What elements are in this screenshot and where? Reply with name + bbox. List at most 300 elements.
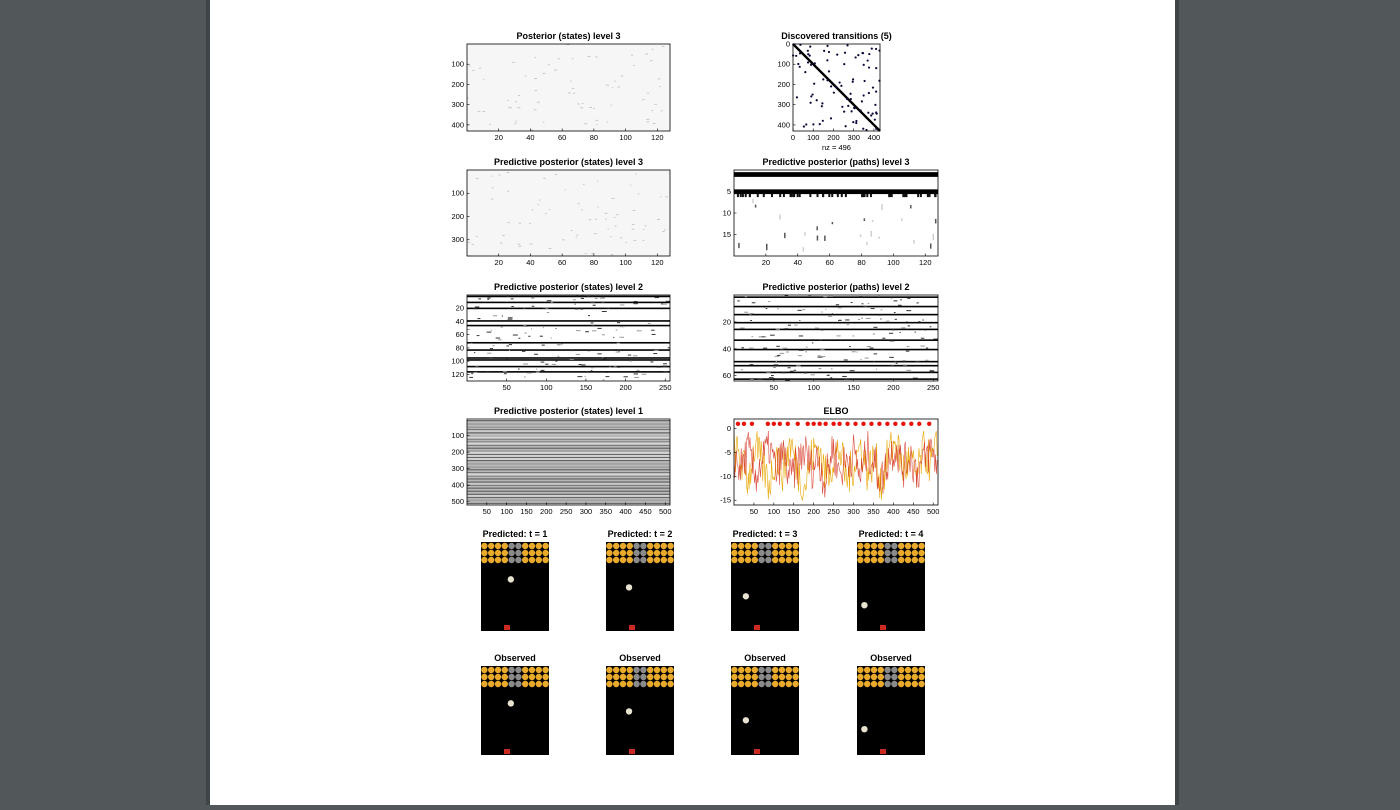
cell bbox=[878, 315, 882, 316]
brick bbox=[731, 557, 737, 563]
x-tick-label: 100 bbox=[806, 133, 820, 142]
transition-point bbox=[799, 52, 801, 54]
brick bbox=[857, 674, 863, 680]
x-tick-label: 300 bbox=[579, 507, 593, 516]
cell bbox=[922, 320, 923, 321]
cell bbox=[741, 347, 744, 348]
cell bbox=[492, 176, 493, 177]
cell bbox=[620, 304, 624, 305]
cell bbox=[603, 297, 605, 298]
brick bbox=[871, 667, 877, 673]
brick bbox=[667, 543, 673, 549]
x-tick-label: 250 bbox=[559, 507, 573, 516]
x-tick-label: 250 bbox=[926, 383, 940, 392]
paddle bbox=[504, 625, 510, 630]
cell bbox=[790, 194, 792, 197]
game-frame bbox=[857, 653, 925, 755]
brick bbox=[905, 681, 911, 687]
brick bbox=[542, 681, 548, 687]
x-tick-label: 100 bbox=[619, 133, 632, 142]
cell bbox=[784, 233, 786, 238]
brick bbox=[891, 543, 897, 549]
cell bbox=[587, 350, 590, 351]
cell bbox=[537, 102, 540, 103]
heatmap-cells bbox=[467, 44, 670, 131]
cell bbox=[652, 334, 656, 335]
transition-point bbox=[852, 81, 854, 83]
x-tick-label: 400 bbox=[619, 507, 632, 516]
heatmap-background bbox=[734, 295, 938, 381]
brick bbox=[891, 667, 897, 673]
cell bbox=[612, 87, 613, 88]
cell bbox=[861, 318, 863, 319]
cell bbox=[511, 298, 514, 299]
cell bbox=[518, 244, 521, 245]
cell bbox=[861, 194, 863, 197]
cell bbox=[786, 352, 789, 353]
y-tick-label: 10 bbox=[722, 208, 731, 218]
cell bbox=[817, 236, 819, 241]
cell bbox=[478, 111, 481, 112]
row-line bbox=[467, 478, 670, 479]
elbo-marker bbox=[861, 422, 865, 426]
cell bbox=[581, 364, 585, 365]
cell bbox=[751, 336, 753, 337]
cell bbox=[523, 325, 526, 326]
cell bbox=[891, 298, 892, 299]
transition-point bbox=[863, 80, 865, 82]
brick bbox=[627, 674, 633, 680]
cell bbox=[634, 373, 638, 374]
cell bbox=[491, 199, 493, 200]
cell bbox=[602, 311, 607, 312]
cell bbox=[776, 361, 777, 362]
brick bbox=[758, 543, 764, 549]
cell bbox=[596, 124, 597, 125]
cell bbox=[817, 194, 819, 197]
cell bbox=[822, 330, 824, 331]
row-line bbox=[467, 451, 670, 452]
frame-title: Predicted: t = 1 bbox=[482, 529, 548, 539]
cell bbox=[549, 248, 552, 249]
cell bbox=[474, 352, 475, 353]
x-tick-label: 40 bbox=[526, 258, 535, 267]
brick bbox=[515, 550, 521, 556]
transition-point bbox=[872, 113, 874, 115]
cell bbox=[607, 229, 608, 230]
row-line bbox=[467, 482, 670, 483]
brick bbox=[627, 681, 633, 687]
cell bbox=[783, 194, 785, 197]
cell bbox=[588, 315, 590, 316]
cell bbox=[654, 350, 658, 351]
cell bbox=[864, 305, 868, 306]
cell bbox=[780, 349, 784, 350]
cell bbox=[811, 374, 815, 375]
row-line bbox=[467, 462, 670, 463]
cell bbox=[475, 306, 479, 307]
paddle bbox=[754, 625, 760, 630]
cell bbox=[872, 220, 874, 222]
dark-row bbox=[467, 320, 670, 322]
cell bbox=[933, 234, 935, 240]
brick bbox=[765, 681, 771, 687]
brick bbox=[891, 557, 897, 563]
row-line bbox=[467, 499, 670, 500]
brick bbox=[522, 557, 528, 563]
cell bbox=[609, 367, 611, 368]
cell bbox=[510, 107, 512, 108]
x-tick-label: 50 bbox=[769, 383, 779, 392]
frame-title: Predicted: t = 2 bbox=[607, 529, 673, 539]
frame-title: Observed bbox=[870, 653, 912, 663]
brick bbox=[884, 674, 890, 680]
brick bbox=[515, 674, 521, 680]
cell bbox=[757, 194, 759, 197]
brick bbox=[536, 550, 542, 556]
cell bbox=[543, 178, 545, 179]
cell bbox=[643, 240, 645, 241]
x-tick-label: 0 bbox=[790, 133, 796, 142]
brick bbox=[905, 667, 911, 673]
brick bbox=[613, 681, 619, 687]
transition-point bbox=[852, 121, 854, 123]
cell bbox=[832, 222, 834, 224]
row-line bbox=[467, 469, 670, 470]
dark-row bbox=[467, 308, 670, 310]
row-line bbox=[467, 488, 670, 489]
cell bbox=[543, 73, 546, 74]
cell bbox=[797, 310, 801, 311]
cell bbox=[896, 363, 898, 364]
brick bbox=[627, 557, 633, 563]
cell bbox=[607, 122, 608, 123]
cell bbox=[771, 375, 774, 376]
brick bbox=[731, 667, 737, 673]
cell bbox=[823, 296, 827, 297]
transition-point bbox=[875, 67, 877, 69]
y-tick-label: 40 bbox=[722, 344, 731, 354]
y-tick-label: 120 bbox=[451, 369, 464, 379]
transition-point bbox=[828, 70, 830, 72]
ball bbox=[743, 717, 749, 723]
y-tick-label: 40 bbox=[455, 316, 464, 326]
cell bbox=[590, 302, 595, 303]
brick bbox=[495, 674, 501, 680]
cell bbox=[665, 196, 668, 197]
brick bbox=[918, 557, 924, 563]
cell bbox=[784, 328, 788, 329]
cell bbox=[582, 103, 584, 104]
cell bbox=[555, 361, 557, 362]
cell bbox=[530, 130, 533, 131]
transition-point bbox=[867, 112, 869, 114]
cell bbox=[769, 377, 774, 378]
heatmap-background bbox=[467, 44, 670, 131]
cell bbox=[541, 370, 545, 371]
panel-title: Predictive posterior (paths) level 3 bbox=[762, 157, 910, 167]
cell bbox=[894, 312, 896, 313]
brick bbox=[661, 557, 667, 563]
cell bbox=[594, 233, 597, 234]
cell bbox=[519, 223, 521, 224]
cell bbox=[585, 376, 586, 377]
cell bbox=[638, 194, 640, 195]
cell bbox=[844, 379, 849, 380]
brick bbox=[898, 543, 904, 549]
brick bbox=[912, 550, 918, 556]
heatmap-background bbox=[467, 170, 670, 256]
cell bbox=[565, 190, 566, 191]
brick bbox=[738, 557, 744, 563]
transition-point bbox=[823, 50, 825, 52]
cell bbox=[614, 366, 617, 367]
brick bbox=[508, 557, 514, 563]
cell bbox=[476, 236, 478, 237]
cell bbox=[492, 187, 494, 188]
cell bbox=[804, 232, 806, 236]
cell bbox=[799, 335, 803, 336]
panel-p2 bbox=[777, 31, 891, 152]
cell bbox=[737, 300, 740, 301]
cell bbox=[755, 205, 757, 208]
dark-row bbox=[467, 302, 670, 304]
transition-point bbox=[803, 125, 805, 127]
brick bbox=[661, 674, 667, 680]
brick bbox=[772, 667, 778, 673]
cell bbox=[551, 302, 553, 303]
cell bbox=[593, 305, 596, 306]
row-line bbox=[467, 420, 670, 421]
cell bbox=[634, 301, 638, 302]
brick bbox=[647, 667, 653, 673]
cell bbox=[776, 329, 780, 330]
cell bbox=[469, 377, 473, 378]
cell bbox=[642, 99, 644, 100]
x-tick-label: 60 bbox=[557, 133, 567, 142]
row-line bbox=[467, 493, 670, 494]
brick bbox=[647, 557, 653, 563]
transition-point bbox=[855, 122, 857, 124]
cell bbox=[507, 191, 509, 192]
brick bbox=[779, 543, 785, 549]
brick bbox=[758, 557, 764, 563]
cell bbox=[891, 194, 893, 197]
paddle bbox=[754, 749, 760, 754]
brick bbox=[542, 543, 548, 549]
cell bbox=[602, 357, 603, 358]
cell bbox=[623, 326, 626, 327]
brick bbox=[606, 550, 612, 556]
brick bbox=[647, 550, 653, 556]
brick bbox=[779, 550, 785, 556]
cell bbox=[508, 107, 510, 108]
cell bbox=[862, 303, 864, 304]
elbo-marker bbox=[885, 422, 889, 426]
elbo-marker bbox=[831, 422, 835, 426]
cell bbox=[558, 58, 561, 59]
cell bbox=[794, 325, 797, 326]
cell bbox=[605, 213, 608, 214]
brick bbox=[529, 543, 535, 549]
row-line bbox=[467, 473, 670, 474]
cell bbox=[605, 219, 607, 220]
row-line bbox=[467, 456, 670, 457]
cell bbox=[589, 107, 592, 108]
transition-point bbox=[845, 125, 847, 127]
row-line bbox=[467, 448, 670, 449]
y-tick-label: -5 bbox=[724, 447, 731, 457]
brick bbox=[745, 681, 751, 687]
cell bbox=[475, 366, 478, 367]
y-tick-label: 100 bbox=[777, 59, 790, 69]
cell bbox=[489, 357, 493, 358]
cell bbox=[547, 312, 549, 313]
x-tick-label: 20 bbox=[494, 258, 503, 267]
cell bbox=[668, 347, 671, 348]
row-line bbox=[467, 435, 670, 436]
brick bbox=[542, 550, 548, 556]
cell bbox=[597, 328, 601, 329]
row-line bbox=[467, 496, 670, 497]
brick bbox=[481, 557, 487, 563]
cell bbox=[614, 81, 616, 82]
brick bbox=[633, 667, 639, 673]
row-line bbox=[467, 490, 670, 491]
frame-title: Observed bbox=[744, 653, 786, 663]
cell bbox=[533, 297, 535, 298]
brick bbox=[488, 674, 494, 680]
transition-point bbox=[860, 109, 862, 111]
row-line bbox=[467, 433, 670, 434]
cell bbox=[889, 357, 894, 358]
cell bbox=[871, 308, 875, 309]
cell bbox=[870, 348, 874, 349]
paddle bbox=[629, 749, 635, 754]
cell bbox=[816, 226, 818, 230]
cell bbox=[792, 194, 794, 197]
ball bbox=[626, 584, 632, 590]
panel-title: ELBO bbox=[823, 406, 849, 416]
cell bbox=[866, 194, 868, 197]
cell bbox=[629, 361, 632, 362]
brick bbox=[481, 667, 487, 673]
brick bbox=[522, 667, 528, 673]
cell bbox=[902, 361, 905, 362]
elbo-marker bbox=[811, 422, 815, 426]
cell bbox=[523, 363, 528, 364]
transition-point bbox=[819, 123, 821, 125]
cell bbox=[749, 314, 751, 315]
dark-row bbox=[734, 296, 938, 298]
cell bbox=[740, 194, 742, 197]
cell bbox=[525, 333, 527, 334]
row-line bbox=[467, 491, 670, 492]
cell bbox=[603, 379, 605, 380]
brick bbox=[647, 543, 653, 549]
brick bbox=[508, 674, 514, 680]
cell bbox=[517, 107, 520, 108]
cell bbox=[768, 301, 770, 302]
brick bbox=[884, 557, 890, 563]
cell bbox=[490, 348, 493, 349]
cell bbox=[842, 376, 847, 377]
cell bbox=[467, 242, 470, 243]
cell bbox=[653, 123, 656, 124]
brick bbox=[488, 550, 494, 556]
x-tick-label: 150 bbox=[847, 383, 860, 392]
row-line bbox=[467, 459, 670, 460]
x-tick-label: 100 bbox=[767, 507, 781, 516]
brick bbox=[481, 543, 487, 549]
row-line bbox=[467, 423, 670, 424]
game-frame bbox=[857, 529, 925, 631]
y-tick-label: 500 bbox=[451, 497, 464, 507]
brick bbox=[529, 681, 535, 687]
x-tick-label: 60 bbox=[825, 258, 834, 267]
panel-title: Posterior (states) level 3 bbox=[516, 31, 621, 41]
row-line bbox=[467, 466, 670, 467]
brick bbox=[502, 550, 508, 556]
cell bbox=[891, 365, 894, 366]
x-tick-label: 100 bbox=[500, 507, 513, 516]
y-tick-label: 0 bbox=[726, 424, 731, 434]
cell bbox=[925, 330, 926, 331]
row-line bbox=[467, 485, 670, 486]
cell bbox=[917, 194, 919, 197]
cell bbox=[750, 320, 752, 321]
x-tick-label: 20 bbox=[761, 258, 771, 267]
brick bbox=[731, 550, 737, 556]
brick bbox=[857, 543, 863, 549]
brick bbox=[654, 674, 660, 680]
game-frame bbox=[606, 529, 674, 631]
y-tick-label: 5 bbox=[726, 187, 731, 196]
cell bbox=[555, 328, 557, 329]
cell bbox=[847, 324, 849, 325]
brick bbox=[752, 674, 758, 680]
cell bbox=[780, 353, 785, 354]
cell bbox=[601, 302, 604, 303]
brick bbox=[905, 550, 911, 556]
cell bbox=[595, 298, 598, 299]
cell bbox=[770, 335, 775, 336]
brick bbox=[884, 667, 890, 673]
elbo-marker bbox=[823, 422, 827, 426]
x-tick-label: 200 bbox=[540, 507, 553, 516]
brick bbox=[758, 667, 764, 673]
cell bbox=[607, 308, 610, 309]
cell bbox=[873, 361, 874, 362]
brick bbox=[864, 543, 870, 549]
transition-point bbox=[851, 110, 853, 112]
cell bbox=[546, 308, 549, 309]
brick bbox=[502, 667, 508, 673]
cell bbox=[850, 370, 855, 371]
row-line bbox=[467, 475, 670, 476]
y-tick-label: 60 bbox=[455, 330, 464, 340]
cell bbox=[504, 373, 507, 374]
figure-canvas bbox=[210, 0, 1175, 805]
cell bbox=[888, 194, 890, 197]
cell bbox=[610, 236, 612, 237]
y-tick-label: -10 bbox=[720, 471, 731, 481]
brick bbox=[786, 557, 792, 563]
cell bbox=[777, 308, 779, 309]
transition-point bbox=[826, 59, 828, 61]
brick bbox=[752, 557, 758, 563]
cell bbox=[660, 196, 661, 197]
